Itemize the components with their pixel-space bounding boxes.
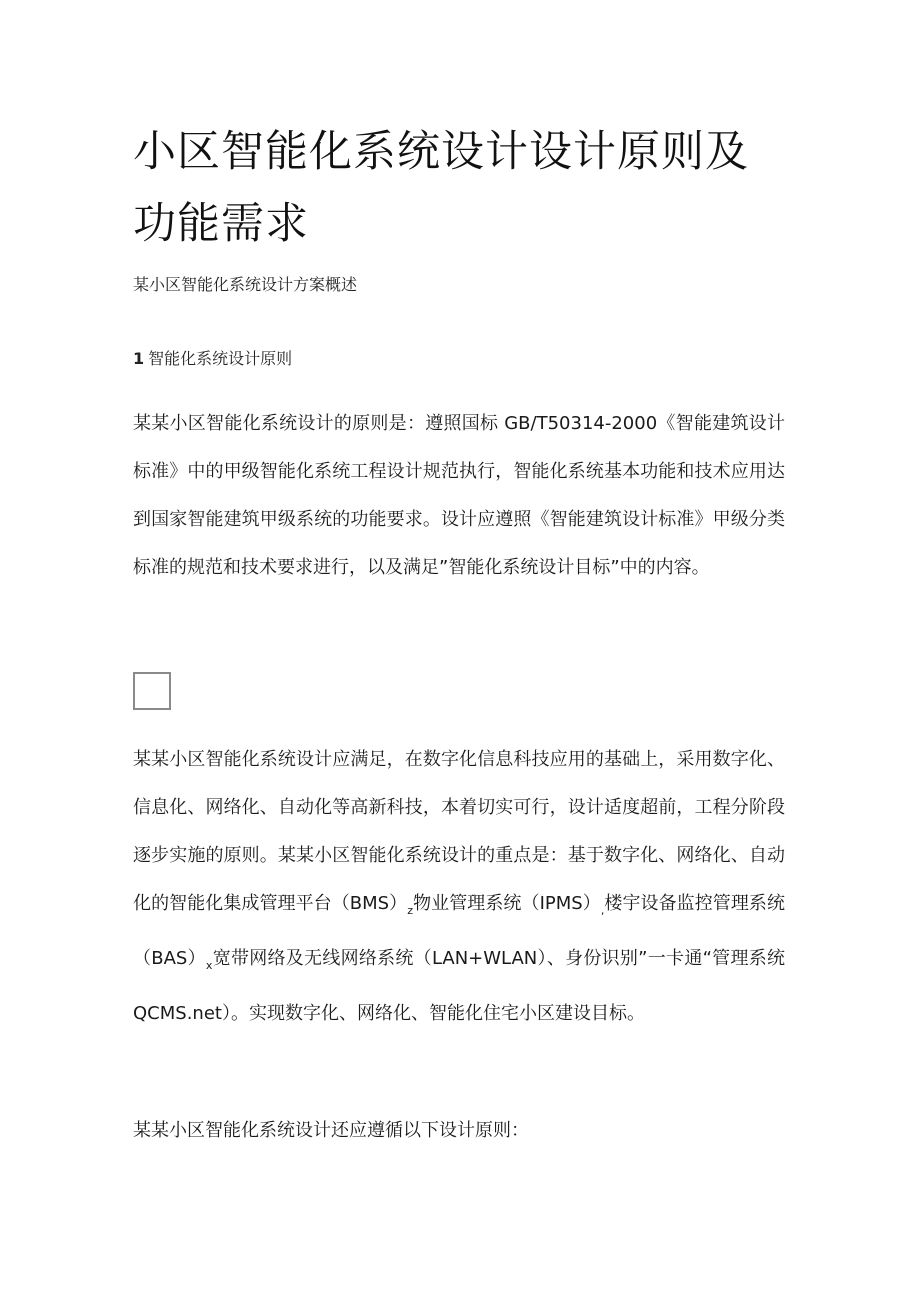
paragraph-design-requirements <box>133 736 785 1038</box>
document-title: 小区智能化系统设计设计原则及功能需求 <box>133 127 749 249</box>
paragraph-segment: 某某小区智能化系统设计应满足，在数字化信息科技应用的基础上，采用数字化、信息化、网络化、自动化等高新科技，本着切实可行，设计适度超前，工程分阶段逐步实施的原则。某某小区智能化系统设计的重点是：基于数字化、网络化、自动化的智能化集成管理平台（BMS） <box>133 749 785 914</box>
paragraph-design-principle: 某某小区智能化系统设计的原则是：遵照国标 GB/T50314-2000《智能建筑设计标准》中的甲级智能化系统工程设计规范执行，智能化系统基本功能和技术应用达到国家智能建筑甲级系统的功能要求。设计应遵照《智能建筑设计标准》甲级分类标准的规范和技术要求进行，以及满足”智能化系统设计目标”中的内容。 <box>133 413 785 578</box>
subscript-mark: z <box>407 904 414 917</box>
section-heading-text: 智能化系统设计原则 <box>148 349 293 368</box>
subscript-mark: x <box>205 959 213 972</box>
image-placeholder <box>133 672 171 710</box>
section-heading <box>133 346 292 372</box>
paragraph-follow-principles: 某某小区智能化系统设计还应遵循以下设计原则： <box>133 1120 529 1141</box>
paragraph-segment: 宽带网络及无线网络系统（LAN+WLAN）、身份识别”一卡通“管理系统 QCMS.net）。实现数字化、网络化、智能化住宅小区建设目标。 <box>133 948 785 1024</box>
section-number: 1 <box>133 349 145 368</box>
paragraph-segment: 物业管理系统（IPMS） <box>413 893 601 914</box>
paragraph-segment: 楼宇设备监控管理系统（BAS） <box>133 893 785 969</box>
document-subtitle: 某小区智能化系统设计方案概述 <box>133 275 358 294</box>
subscript-mark: , <box>600 904 605 917</box>
